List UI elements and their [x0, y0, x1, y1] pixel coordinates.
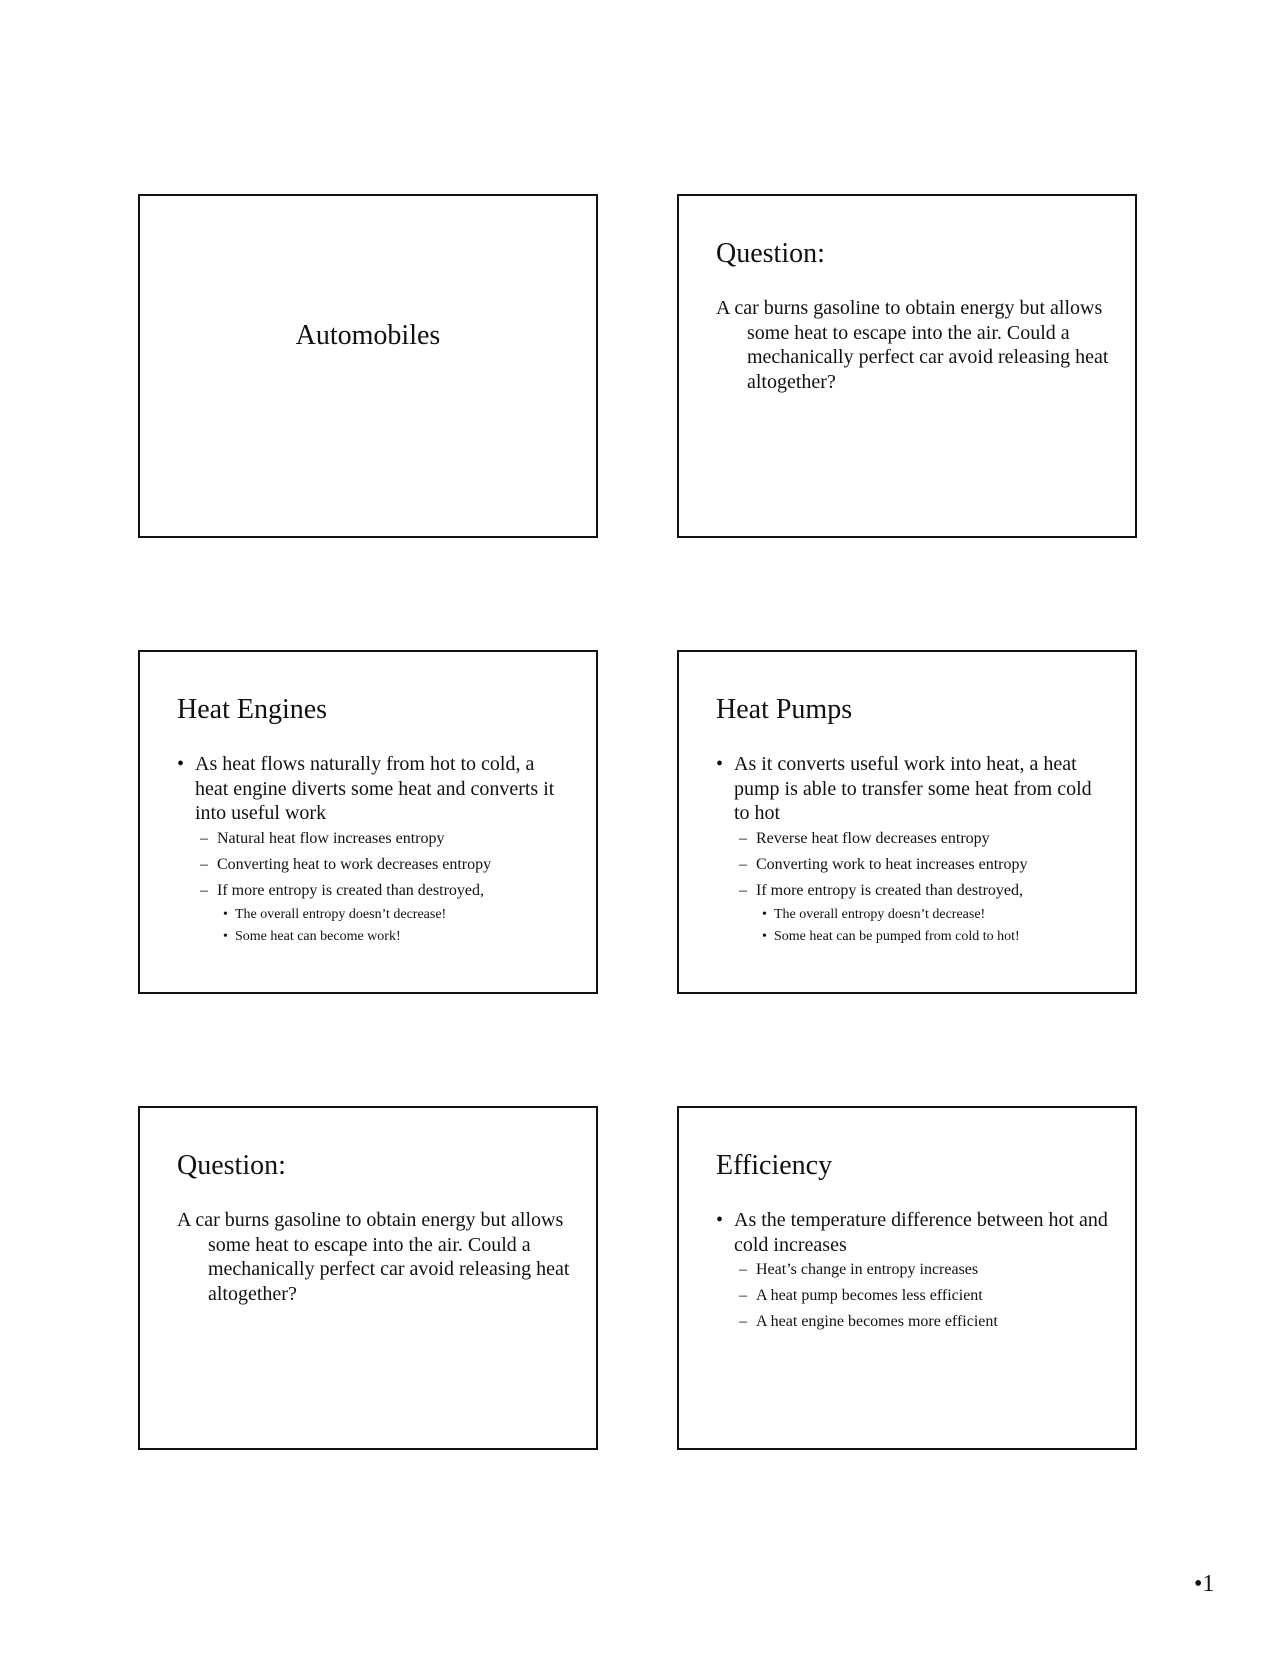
bullet-marker: • [716, 1209, 724, 1231]
sub-sub-bullet-item [177, 904, 572, 926]
sub-bullet-text: Natural heat flow increases entropy [217, 829, 445, 847]
bullet-item [716, 752, 1111, 826]
slide-title: Question: [177, 1150, 286, 1181]
dash-marker: – [739, 1261, 747, 1278]
sub-bullet-text: Converting work to heat increases entropy [756, 855, 1028, 873]
question-text: A car burns gasoline to obtain energy but allows some heat to escape into the air. Could a mechanically perfect car avoid releasing heat altogether? [716, 297, 1109, 393]
dash-marker: – [739, 1313, 747, 1330]
sub-bullet-text: Heat’s change in entropy increases [756, 1261, 979, 1278]
sub-sub-bullet-item [716, 904, 1111, 926]
sub-bullet-text: Reverse heat flow decreases entropy [756, 829, 990, 847]
bullet-text: As heat flows naturally from hot to cold, a heat engine diverts some heat and converts it into useful work [195, 753, 555, 824]
sub-bullet-text: A heat pump becomes less efficient [756, 1287, 983, 1304]
bullet-marker: • [762, 906, 767, 922]
dash-marker: – [200, 881, 208, 899]
sub-bullet-item [716, 852, 1111, 878]
sub-sub-bullet-text: Some heat can be pumped from cold to hot! [774, 928, 1020, 944]
dash-marker: – [739, 829, 747, 847]
dash-marker: – [739, 1287, 747, 1304]
dash-marker: – [739, 881, 747, 899]
sub-bullet-item [177, 826, 572, 852]
slide-question-2 [138, 1106, 598, 1450]
bullet-item [177, 752, 572, 826]
slide-title: Heat Pumps [716, 694, 853, 725]
bullet-text: As the temperature difference between hot and cold increases [734, 1209, 1108, 1256]
bullet-marker: • [223, 928, 228, 944]
sub-bullet-item [716, 1283, 1111, 1309]
bullet-marker: • [762, 928, 767, 944]
sub-bullet-item [716, 878, 1111, 904]
sub-bullet-item [716, 826, 1111, 852]
bullet-marker: • [223, 906, 228, 922]
slide-heat-engines [138, 650, 598, 994]
bullet-item [716, 1208, 1111, 1257]
sub-bullet-item [177, 878, 572, 904]
sub-sub-bullet-text: The overall entropy doesn’t decrease! [235, 906, 447, 922]
slide-efficiency [677, 1106, 1137, 1450]
bullet-marker: • [177, 753, 185, 775]
sub-sub-bullet-text: Some heat can become work! [235, 928, 401, 944]
sub-bullet-text: A heat engine becomes more efficient [756, 1313, 998, 1330]
sub-bullet-item [716, 1309, 1111, 1335]
dash-marker: – [200, 855, 208, 873]
sub-bullet-text: If more entropy is created than destroyed, [756, 881, 1024, 899]
sub-sub-bullet-text: The overall entropy doesn’t decrease! [774, 906, 986, 922]
sub-sub-bullet-item [177, 926, 572, 948]
sub-bullet-item [716, 1257, 1111, 1283]
dash-marker: – [200, 829, 208, 847]
bullet-text: As it converts useful work into heat, a heat pump is able to transfer some heat from cold to hot [734, 753, 1092, 824]
sub-bullet-text: If more entropy is created than destroyed, [217, 881, 485, 899]
slide-automobiles [138, 194, 598, 538]
sub-sub-bullet-item [716, 926, 1111, 948]
slide-title: Automobiles [295, 320, 441, 351]
bullet-marker: • [716, 753, 724, 775]
dash-marker: – [739, 855, 747, 873]
sub-bullet-text: Converting heat to work decreases entropy [217, 855, 492, 873]
sub-bullet-item [177, 852, 572, 878]
slide-question-1 [677, 194, 1137, 538]
slide-heat-pumps [677, 650, 1137, 994]
question-text: A car burns gasoline to obtain energy but allows some heat to escape into the air. Could a mechanically perfect car avoid releasing heat altogether? [177, 1209, 570, 1305]
slide-title: Heat Engines [177, 694, 328, 725]
slide-content [716, 752, 1111, 948]
slide-title: Question: [716, 238, 825, 269]
page-number: •1 [1194, 1571, 1215, 1597]
slide-content [716, 1208, 1111, 1335]
slide-content [177, 752, 572, 948]
slide-title: Efficiency [716, 1150, 833, 1181]
